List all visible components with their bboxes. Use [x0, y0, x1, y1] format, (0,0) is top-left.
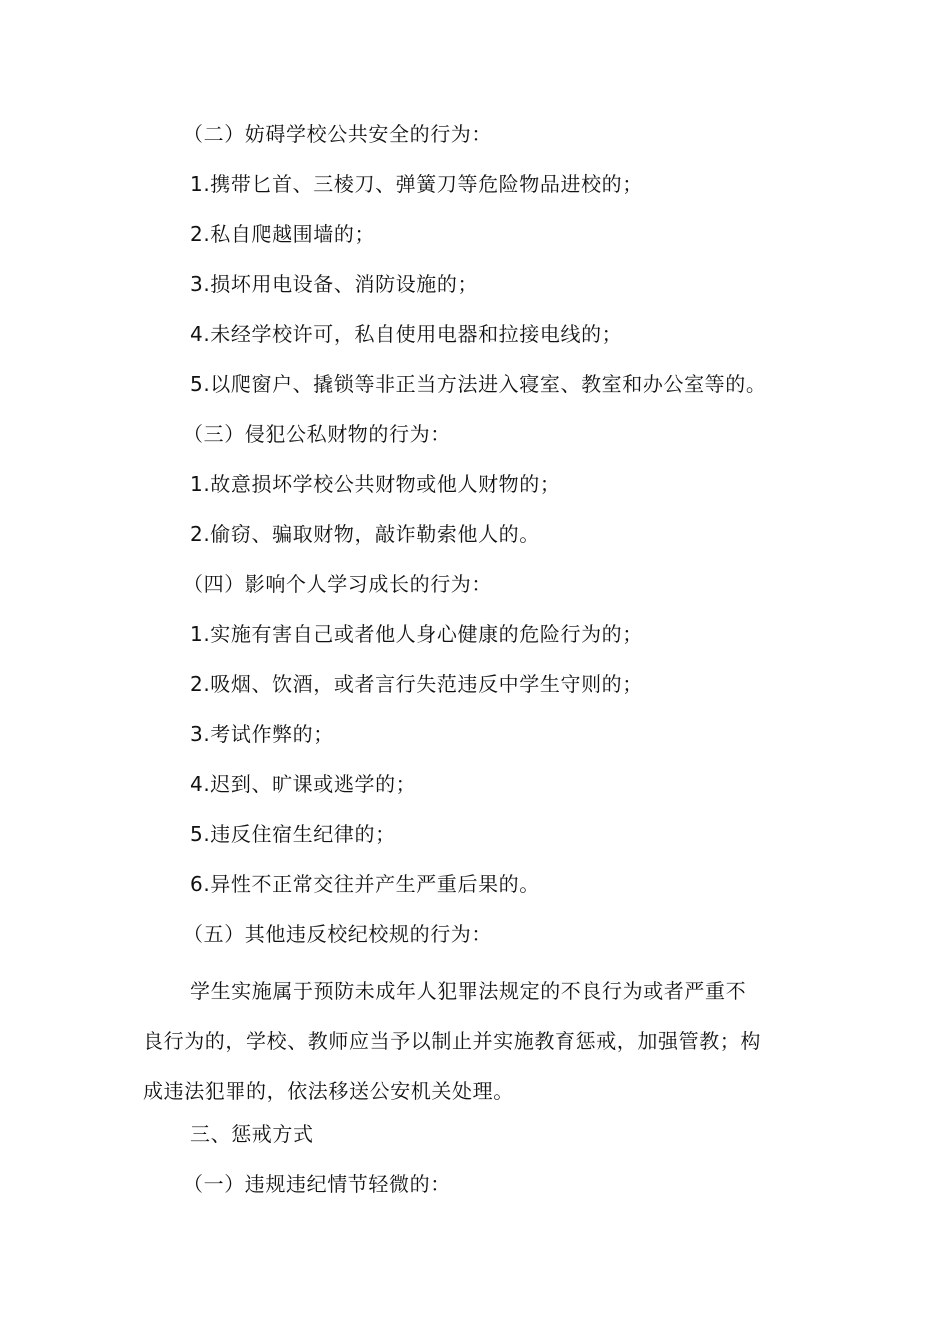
list-item: 3.考试作弊的； — [190, 722, 334, 746]
section-title: 三、惩戒方式 — [190, 1122, 314, 1146]
heading-subsection-1: （一）违规违纪情节轻微的： — [183, 1172, 451, 1196]
body-paragraph — [143, 966, 813, 1116]
heading-section-5: （五）其他违反校纪校规的行为： — [183, 922, 492, 946]
paragraph-line: 成违法犯罪的，依法移送公安机关处理。 — [143, 1079, 514, 1103]
list-item: 5.违反住宿生纪律的； — [190, 822, 396, 846]
list-item: 4.迟到、旷课或逃学的； — [190, 772, 417, 796]
heading-section-2: （二）妨碍学校公共安全的行为： — [183, 122, 492, 146]
list-item: 3.损坏用电设备、消防设施的； — [190, 272, 479, 296]
list-item: 4.未经学校许可，私自使用电器和拉接电线的； — [190, 322, 623, 346]
list-item: 1.实施有害自己或者他人身心健康的危险行为的； — [190, 622, 643, 646]
list-item: 2.吸烟、饮酒，或者言行失范违反中学生守则的； — [190, 672, 643, 696]
paragraph-line: 学生实施属于预防未成年人犯罪法规定的不良行为或者严重不 — [190, 979, 747, 1003]
list-item: 2.偷窃、骗取财物，敲诈勒索他人的。 — [190, 522, 540, 546]
list-item: 6.异性不正常交往并产生严重后果的。 — [190, 872, 540, 896]
list-item: 5.以爬窗户、撬锁等非正当方法进入寝室、教室和办公室等的。 — [190, 372, 767, 396]
list-item: 1.携带匕首、三棱刀、弹簧刀等危险物品进校的； — [190, 172, 643, 196]
paragraph-line: 良行为的，学校、教师应当予以制止并实施教育惩戒，加强管教；构 — [143, 1029, 761, 1053]
heading-section-4: （四）影响个人学习成长的行为： — [183, 572, 492, 596]
list-item: 1.故意损坏学校公共财物或他人财物的； — [190, 472, 561, 496]
list-item: 2.私自爬越围墙的； — [190, 222, 376, 246]
heading-section-3: （三）侵犯公私财物的行为： — [183, 422, 451, 446]
